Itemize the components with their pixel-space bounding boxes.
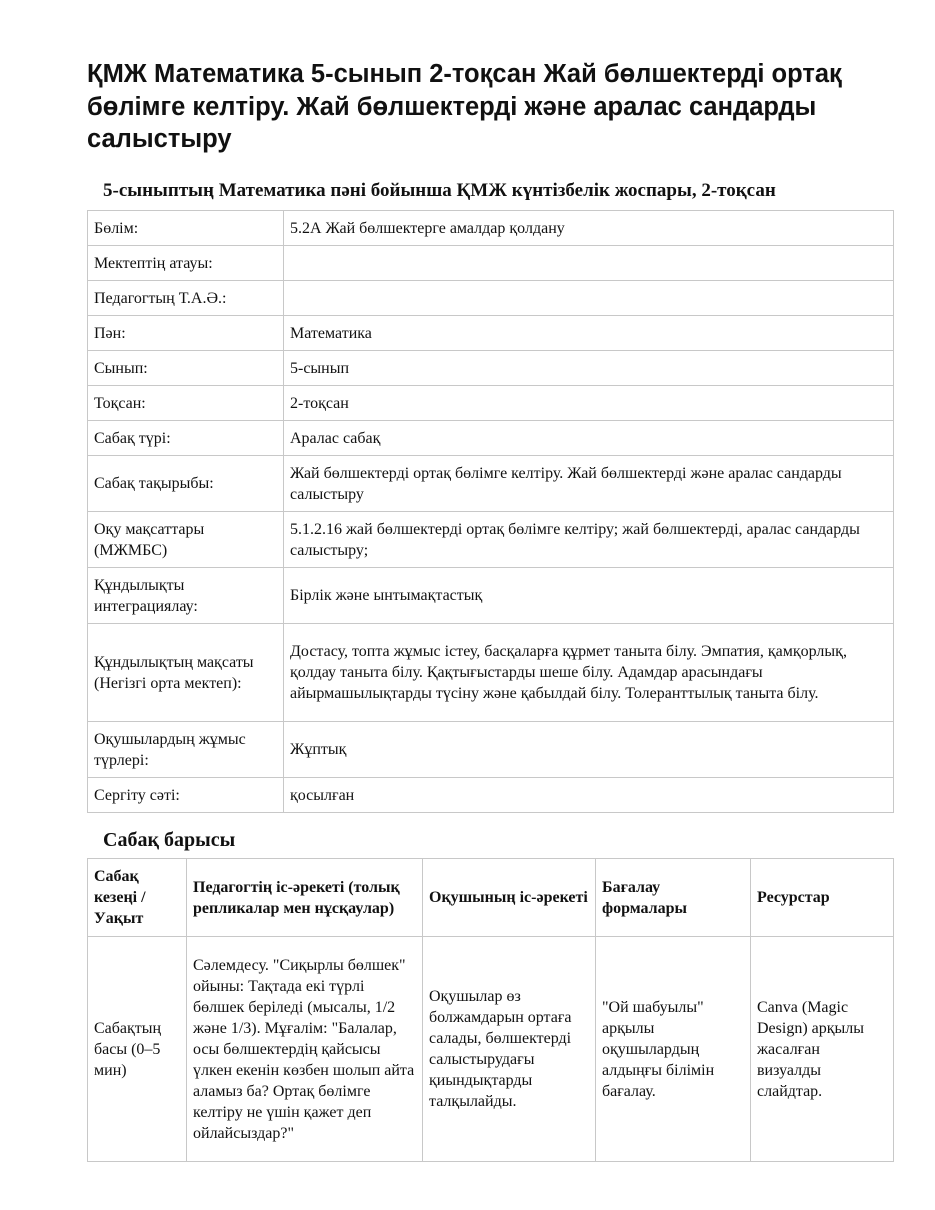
row-value: 5.1.2.16 жай бөлшектерді ортақ бөлімге келтіру; жай бөлшектерді, аралас сандарды салыстыру; — [284, 512, 894, 568]
table-header-row — [88, 859, 894, 937]
table-row — [88, 722, 894, 778]
row-value: Математика — [284, 316, 894, 351]
lesson-flow-table — [87, 858, 894, 1162]
document-title: ҚМЖ Математика 5-сынып 2-тоқсан Жай бөлшектерді ортақ бөлімге келтіру. Жай бөлшектерді және аралас сандарды салыстыру — [87, 60, 842, 153]
column-header-teacher: Педагогтің іс-әрекеті (толық репликалар мен нұсқаулар) — [187, 859, 423, 937]
table-row — [88, 351, 894, 386]
table-row — [88, 281, 894, 316]
row-value: Бірлік және ынтымақтастық — [284, 568, 894, 624]
row-label: Пән: — [88, 316, 284, 351]
row-label: Тоқсан: — [88, 386, 284, 421]
row-value: қосылған — [284, 778, 894, 813]
lesson-flow-heading: Сабақ барысы — [103, 829, 236, 851]
row-label: Сынып: — [88, 351, 284, 386]
row-value — [284, 281, 894, 316]
table-row — [88, 568, 894, 624]
plan-heading: 5-сыныптың Математика пәні бойынша ҚМЖ күнтізбелік жоспары, 2-тоқсан — [103, 180, 776, 201]
row-value: 2-тоқсан — [284, 386, 894, 421]
row-value: Жай бөлшектерді ортақ бөлімге келтіру. Жай бөлшектерді және аралас сандарды салыстыру — [284, 456, 894, 512]
cell-stage: Сабақтың басы (0–5 мин) — [88, 937, 187, 1162]
table-row — [88, 386, 894, 421]
row-label: Мектептің атауы: — [88, 246, 284, 281]
row-label: Оқушылардың жұмыс түрлері: — [88, 722, 284, 778]
row-label: Педагогтың Т.А.Ә.: — [88, 281, 284, 316]
row-value — [284, 246, 894, 281]
table-row — [88, 937, 894, 1162]
cell-resources: Canva (Magic Design) арқылы жасалған визуалды слайдтар. — [751, 937, 894, 1162]
column-header-resources: Ресурстар — [751, 859, 894, 937]
row-label: Сабақ түрі: — [88, 421, 284, 456]
table-row — [88, 316, 894, 351]
column-header-assessment: Бағалау формалары — [596, 859, 751, 937]
table-row — [88, 246, 894, 281]
row-value: Аралас сабақ — [284, 421, 894, 456]
row-value: Достасу, топта жұмыс істеу, басқаларға құрмет таныта білу. Эмпатия, қамқорлық, қолдау таныта білу. Қақтығыстарды шеше білу. Адамдар арасындағы айырмашылықтарды түсіну және қабылдай білу. Толеранттылық таныта білу. — [284, 624, 894, 722]
table-row — [88, 512, 894, 568]
row-value: Жұптық — [284, 722, 894, 778]
table-row — [88, 421, 894, 456]
table-row — [88, 778, 894, 813]
row-label: Құндылықтың мақсаты (Негізгі орта мектеп): — [88, 624, 284, 722]
row-label: Бөлім: — [88, 211, 284, 246]
table-row — [88, 211, 894, 246]
lesson-info-table — [87, 210, 894, 813]
cell-student: Оқушылар өз болжамдарын ортаға салады, бөлшектерді салыстырудағы қиындықтарды талқылайды. — [423, 937, 596, 1162]
column-header-stage: Сабақ кезеңі / Уақыт — [88, 859, 187, 937]
table-row — [88, 624, 894, 722]
column-header-student: Оқушының іс-әрекеті — [423, 859, 596, 937]
row-label: Сабақ тақырыбы: — [88, 456, 284, 512]
table-row — [88, 456, 894, 512]
row-value: 5-сынып — [284, 351, 894, 386]
cell-assessment: "Ой шабуылы" арқылы оқушылардың алдыңғы білімін бағалау. — [596, 937, 751, 1162]
row-value: 5.2А Жай бөлшектерге амалдар қолдану — [284, 211, 894, 246]
row-label: Сергіту сәті: — [88, 778, 284, 813]
row-label: Құндылықты интеграциялау: — [88, 568, 284, 624]
row-label: Оқу мақсаттары (МЖМБС) — [88, 512, 284, 568]
cell-teacher: Сәлемдесу. "Сиқырлы бөлшек" ойыны: Тақтада екі түрлі бөлшек беріледі (мысалы, 1/2 және 1/3). Мұғалім: "Балалар, осы бөлшектердің қайсысы үлкен екенін көзбен шолып айта аламыз ба? Ортақ бөлімге келтіру не үшін қажет деп ойлайсыздар?" — [187, 937, 423, 1162]
